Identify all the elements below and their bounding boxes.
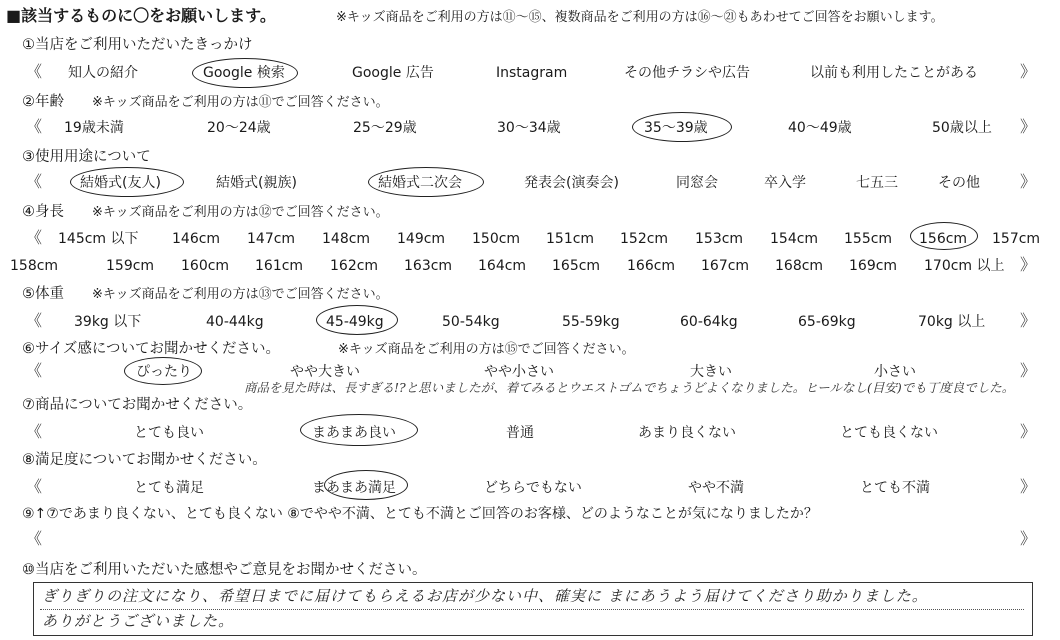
q5-label: ⑤体重 [22,286,64,302]
q4-option[interactable]: 165cm [552,258,601,274]
q3-option-4[interactable]: 発表会(演奏会) [524,175,619,191]
q4-option[interactable]: 170cm 以上 [924,258,1005,274]
q4-note: ※キッズ商品をご利用の方は⑫でご回答ください。 [92,205,389,220]
q7-label: ⑦商品についてお聞かせください。 [22,397,253,413]
q4-option[interactable]: 155cm [844,231,893,247]
q4-option[interactable]: 159cm [106,258,155,274]
q8-option-3[interactable]: どちらでもない [484,480,582,496]
bracket-close: 》 [1020,529,1037,548]
q8-option-1[interactable]: とても満足 [134,480,204,496]
q10-answer-line-2: ありがとうございました。 [42,612,235,630]
q7-option-3[interactable]: 普通 [506,425,534,441]
bracket-open: 《 [26,477,43,496]
q4-label: ④身長 [22,204,64,220]
q2-option-2[interactable]: 20〜24歳 [207,120,271,136]
form-title: ■該当するものに〇をお願いします。 [6,6,276,25]
bracket-close: 》 [1020,361,1037,380]
q5-option-6[interactable]: 60-64kg [680,314,738,330]
q4-option[interactable]: 167cm [701,258,750,274]
bracket-close: 》 [1020,117,1037,136]
q1-option-6[interactable]: 以前も利用したことがある [810,65,978,81]
q2-option-5[interactable]: 35〜39歳 [644,120,708,136]
selection-circle [300,414,418,446]
selection-circle [324,470,408,500]
bracket-open: 《 [26,172,43,191]
q4-option[interactable]: 153cm [695,231,744,247]
q2-option-6[interactable]: 40〜49歳 [788,120,852,136]
q4-option[interactable]: 162cm [330,258,379,274]
q4-option[interactable]: 169cm [849,258,898,274]
q6-option-1[interactable]: ぴったり [136,364,192,380]
q4-option[interactable]: 168cm [775,258,824,274]
q4-option[interactable]: 147cm [247,231,296,247]
q6-note: ※キッズ商品をご利用の方は⑮でご回答ください。 [338,342,635,357]
selection-circle [368,167,484,197]
q6-option-2[interactable]: やや大きい [290,364,360,380]
bracket-open: 《 [26,529,43,548]
q4-option[interactable]: 158cm [10,258,59,274]
q4-option[interactable]: 154cm [770,231,819,247]
selection-circle [632,112,732,142]
q4-option[interactable]: 152cm [620,231,669,247]
q4-option[interactable]: 145cm 以下 [58,231,139,247]
selection-circle [316,305,398,335]
q6-label: ⑥サイズ感についてお聞かせください。 [22,341,281,357]
q5-option-4[interactable]: 50-54kg [442,314,500,330]
q5-option-2[interactable]: 40-44kg [206,314,264,330]
q7-option-4[interactable]: あまり良くない [638,425,736,441]
bracket-close: 》 [1020,477,1037,496]
q7-option-5[interactable]: とても良くない [840,425,938,441]
q3-option-3[interactable]: 結婚式二次会 [378,175,462,191]
bracket-open: 《 [26,422,43,441]
q3-option-7[interactable]: 七五三 [856,175,898,191]
bracket-close: 》 [1020,172,1037,191]
bracket-close: 》 [1020,62,1037,81]
q3-option-5[interactable]: 同窓会 [676,175,718,191]
q2-note: ※キッズ商品をご利用の方は⑪でご回答ください。 [92,95,389,110]
dotted-line [40,609,1024,610]
bracket-open: 《 [26,117,43,136]
q1-option-2[interactable]: Google 検索 [203,65,285,81]
q1-option-4[interactable]: Instagram [496,65,568,81]
q7-option-1[interactable]: とても良い [134,425,204,441]
q10-label: ⑩当店をご利用いただいた感想やご意見をお聞かせください。 [22,562,427,578]
q3-option-6[interactable]: 卒入学 [764,175,806,191]
header-note: ※キッズ商品をご利用の方は⑪〜⑮、複数商品をご利用の方は⑯〜㉑もあわせてご回答をお願いします。 [336,10,944,25]
q4-option[interactable]: 149cm [397,231,446,247]
q4-option[interactable]: 164cm [478,258,527,274]
q4-option[interactable]: 160cm [181,258,230,274]
q4-option[interactable]: 161cm [255,258,304,274]
q9-label: ⑨↑⑦であまり良くない、とても良くない ⑧でやや不満、とても不満とご回答のお客様、どのようなことが気になりましたか？ [22,506,818,522]
bracket-open: 《 [26,62,43,81]
q5-option-3[interactable]: 45-49kg [326,314,384,330]
bracket-open: 《 [26,361,43,380]
selection-circle [192,58,298,88]
q3-option-2[interactable]: 結婚式(親族) [216,175,297,191]
q1-option-1[interactable]: 知人の紹介 [68,65,138,81]
q2-label: ②年齢 [22,94,64,110]
q8-option-4[interactable]: やや不満 [688,480,744,496]
q8-option-2[interactable]: まあまあ満足 [312,480,396,496]
q1-option-5[interactable]: その他チラシや広告 [624,65,750,81]
q1-option-3[interactable]: Google 広告 [352,65,434,81]
q5-option-5[interactable]: 55-59kg [562,314,620,330]
q5-note: ※キッズ商品をご利用の方は⑬でご回答ください。 [92,287,389,302]
bracket-close: 》 [1020,422,1037,441]
q6-option-3[interactable]: やや小さい [484,364,554,380]
bracket-close: 》 [1020,255,1037,274]
q3-label: ③使用用途について [22,149,151,165]
q1-label: ①当店をご利用いただいたきっかけ [22,37,253,53]
q2-option-4[interactable]: 30〜34歳 [497,120,561,136]
bracket-open: 《 [26,311,43,330]
q5-option-1[interactable]: 39kg 以下 [74,314,142,330]
q3-option-1[interactable]: 結婚式(友人) [80,175,161,191]
q6-handwritten-comment: 商品を見た時は、長すぎる!?と思いましたが、着てみるとウエストゴムでちょうどよくなりました。ヒールなし(目安)でも丁度良でした。 [244,380,1015,395]
q2-option-1[interactable]: 19歳未満 [64,120,124,136]
q6-option-4[interactable]: 大きい [690,364,732,380]
selection-circle [70,167,184,197]
q2-option-7[interactable]: 50歳以上 [932,120,992,136]
selection-circle [124,357,202,385]
q4-option[interactable]: 156cm [919,231,968,247]
q4-option[interactable]: 163cm [404,258,453,274]
q4-option[interactable]: 151cm [546,231,595,247]
q8-option-5[interactable]: とても不満 [860,480,930,496]
q4-option[interactable]: 146cm [172,231,221,247]
q4-option[interactable]: 166cm [627,258,676,274]
q4-option[interactable]: 148cm [322,231,371,247]
q2-option-3[interactable]: 25〜29歳 [353,120,417,136]
selection-circle [910,222,978,250]
q3-option-8[interactable]: その他 [938,175,980,191]
q5-option-8[interactable]: 70kg 以上 [918,314,986,330]
q6-option-5[interactable]: 小さい [874,364,916,380]
q4-option[interactable]: 150cm [472,231,521,247]
q8-label: ⑧満足度についてお聞かせください。 [22,452,267,468]
q10-answer-line-1: ぎりぎりの注文になり、希望日までに届けてもらえるお店が少ない中、確実に まにあうよう届けてくださり助かりました。 [42,587,928,605]
bracket-close: 》 [1020,311,1037,330]
q7-option-2[interactable]: まあまあ良い [312,425,396,441]
bracket-open: 《 [26,228,43,247]
q5-option-7[interactable]: 65-69kg [798,314,856,330]
q4-option[interactable]: 157cm [992,231,1041,247]
